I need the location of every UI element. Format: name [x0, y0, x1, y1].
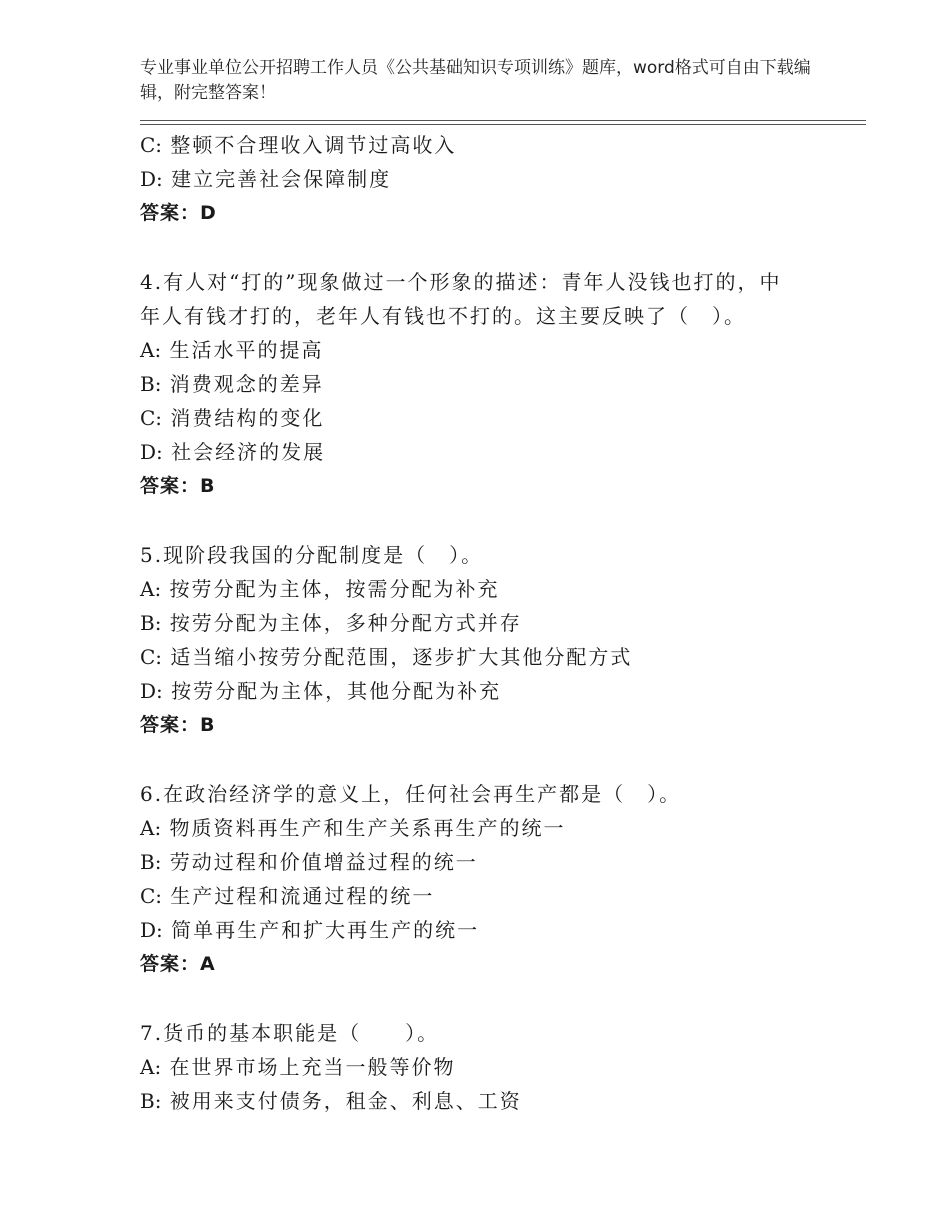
- q5-option-c: [140, 640, 840, 674]
- option-key: A:: [140, 1055, 162, 1079]
- q6-option-d: [140, 913, 840, 947]
- header-text: 专业事业单位公开招聘工作人员《公共基础知识专项训练》题库，word格式可自由下载编辑，附完整答案！: [140, 58, 811, 103]
- option-key: C:: [140, 406, 163, 430]
- q7-option-b: [140, 1084, 840, 1118]
- option-key: C:: [140, 645, 163, 669]
- q5-option-b: [140, 606, 840, 640]
- q7-option-a: [140, 1050, 840, 1084]
- option-text: 劳动过程和价值增益过程的统一: [169, 850, 478, 874]
- option-text: 适当缩小按劳分配范围，逐步扩大其他分配方式: [170, 645, 633, 669]
- q5-option-a: [140, 572, 840, 606]
- option-key: C:: [140, 884, 163, 908]
- option-key: B:: [140, 850, 162, 874]
- q4-option-b: [140, 367, 840, 401]
- option-key: D:: [140, 167, 163, 191]
- q3-answer: [140, 196, 840, 230]
- option-text: 消费观念的差异: [169, 372, 324, 396]
- q6-option-a: [140, 811, 840, 845]
- option-text: 生活水平的提高: [169, 338, 324, 362]
- option-key: D:: [140, 679, 163, 703]
- q6-option-c: [140, 879, 840, 913]
- option-text: 物质资料再生产和生产关系再生产的统一: [169, 816, 566, 840]
- option-text: 消费结构的变化: [170, 406, 325, 430]
- q6-option-b: [140, 845, 840, 879]
- answer-label: 答案：: [140, 953, 201, 975]
- q6-stem: 6.在政治经济学的意义上，任何社会再生产都是（ ）。: [140, 782, 682, 806]
- page-header: [140, 56, 820, 106]
- option-key: A:: [140, 816, 162, 840]
- option-text: 社会经济的发展: [171, 440, 326, 464]
- option-key: A:: [140, 577, 162, 601]
- q5-answer: [140, 708, 840, 742]
- option-text: 生产过程和流通过程的统一: [170, 884, 435, 908]
- q4-answer: [140, 469, 840, 503]
- q5-option-d: [140, 674, 840, 708]
- answer-label: 答案：: [140, 475, 201, 497]
- q7-stem: 7.货币的基本职能是（ ）。: [140, 1021, 440, 1045]
- option-text: 按劳分配为主体，其他分配为补充: [171, 679, 502, 703]
- option-key: A:: [140, 338, 162, 362]
- question-content: [140, 128, 840, 1118]
- answer-value: A: [200, 953, 216, 975]
- answer-value: B: [200, 475, 216, 497]
- option-key: B:: [140, 1089, 162, 1113]
- option-text: 建立完善社会保障制度: [171, 167, 392, 191]
- q6-answer: [140, 947, 840, 981]
- option-key: C:: [140, 133, 163, 157]
- option-key: B:: [140, 372, 162, 396]
- answer-value: D: [200, 202, 217, 224]
- option-text: 在世界市场上充当一般等价物: [169, 1055, 456, 1079]
- option-text: 整顿不合理收入调节过高收入: [170, 133, 457, 157]
- option-text: 按劳分配为主体，按需分配为补充: [169, 577, 500, 601]
- q4-stem: 4.有人对“打的”现象做过一个形象的描述：青年人没钱也打的，中年人有钱才打的，老年人有钱也不打的。这主要反映了（ ）。: [140, 270, 782, 328]
- option-text: 被用来支付债务，租金、利息、工资: [169, 1089, 522, 1113]
- q4-option-a: [140, 333, 840, 367]
- q4-option-d: [140, 435, 840, 469]
- answer-value: B: [200, 714, 216, 736]
- option-text: 简单再生产和扩大再生产的统一: [171, 918, 480, 942]
- q5-stem: 5.现阶段我国的分配制度是（ ）。: [140, 543, 484, 567]
- answer-label: 答案：: [140, 714, 201, 736]
- q3-option-c: [140, 128, 840, 162]
- answer-label: 答案：: [140, 202, 201, 224]
- option-key: B:: [140, 611, 162, 635]
- option-text: 按劳分配为主体，多种分配方式并存: [169, 611, 522, 635]
- option-key: D:: [140, 918, 163, 942]
- q3-option-d: [140, 162, 840, 196]
- q4-option-c: [140, 401, 840, 435]
- header-rule: [140, 120, 866, 125]
- option-key: D:: [140, 440, 163, 464]
